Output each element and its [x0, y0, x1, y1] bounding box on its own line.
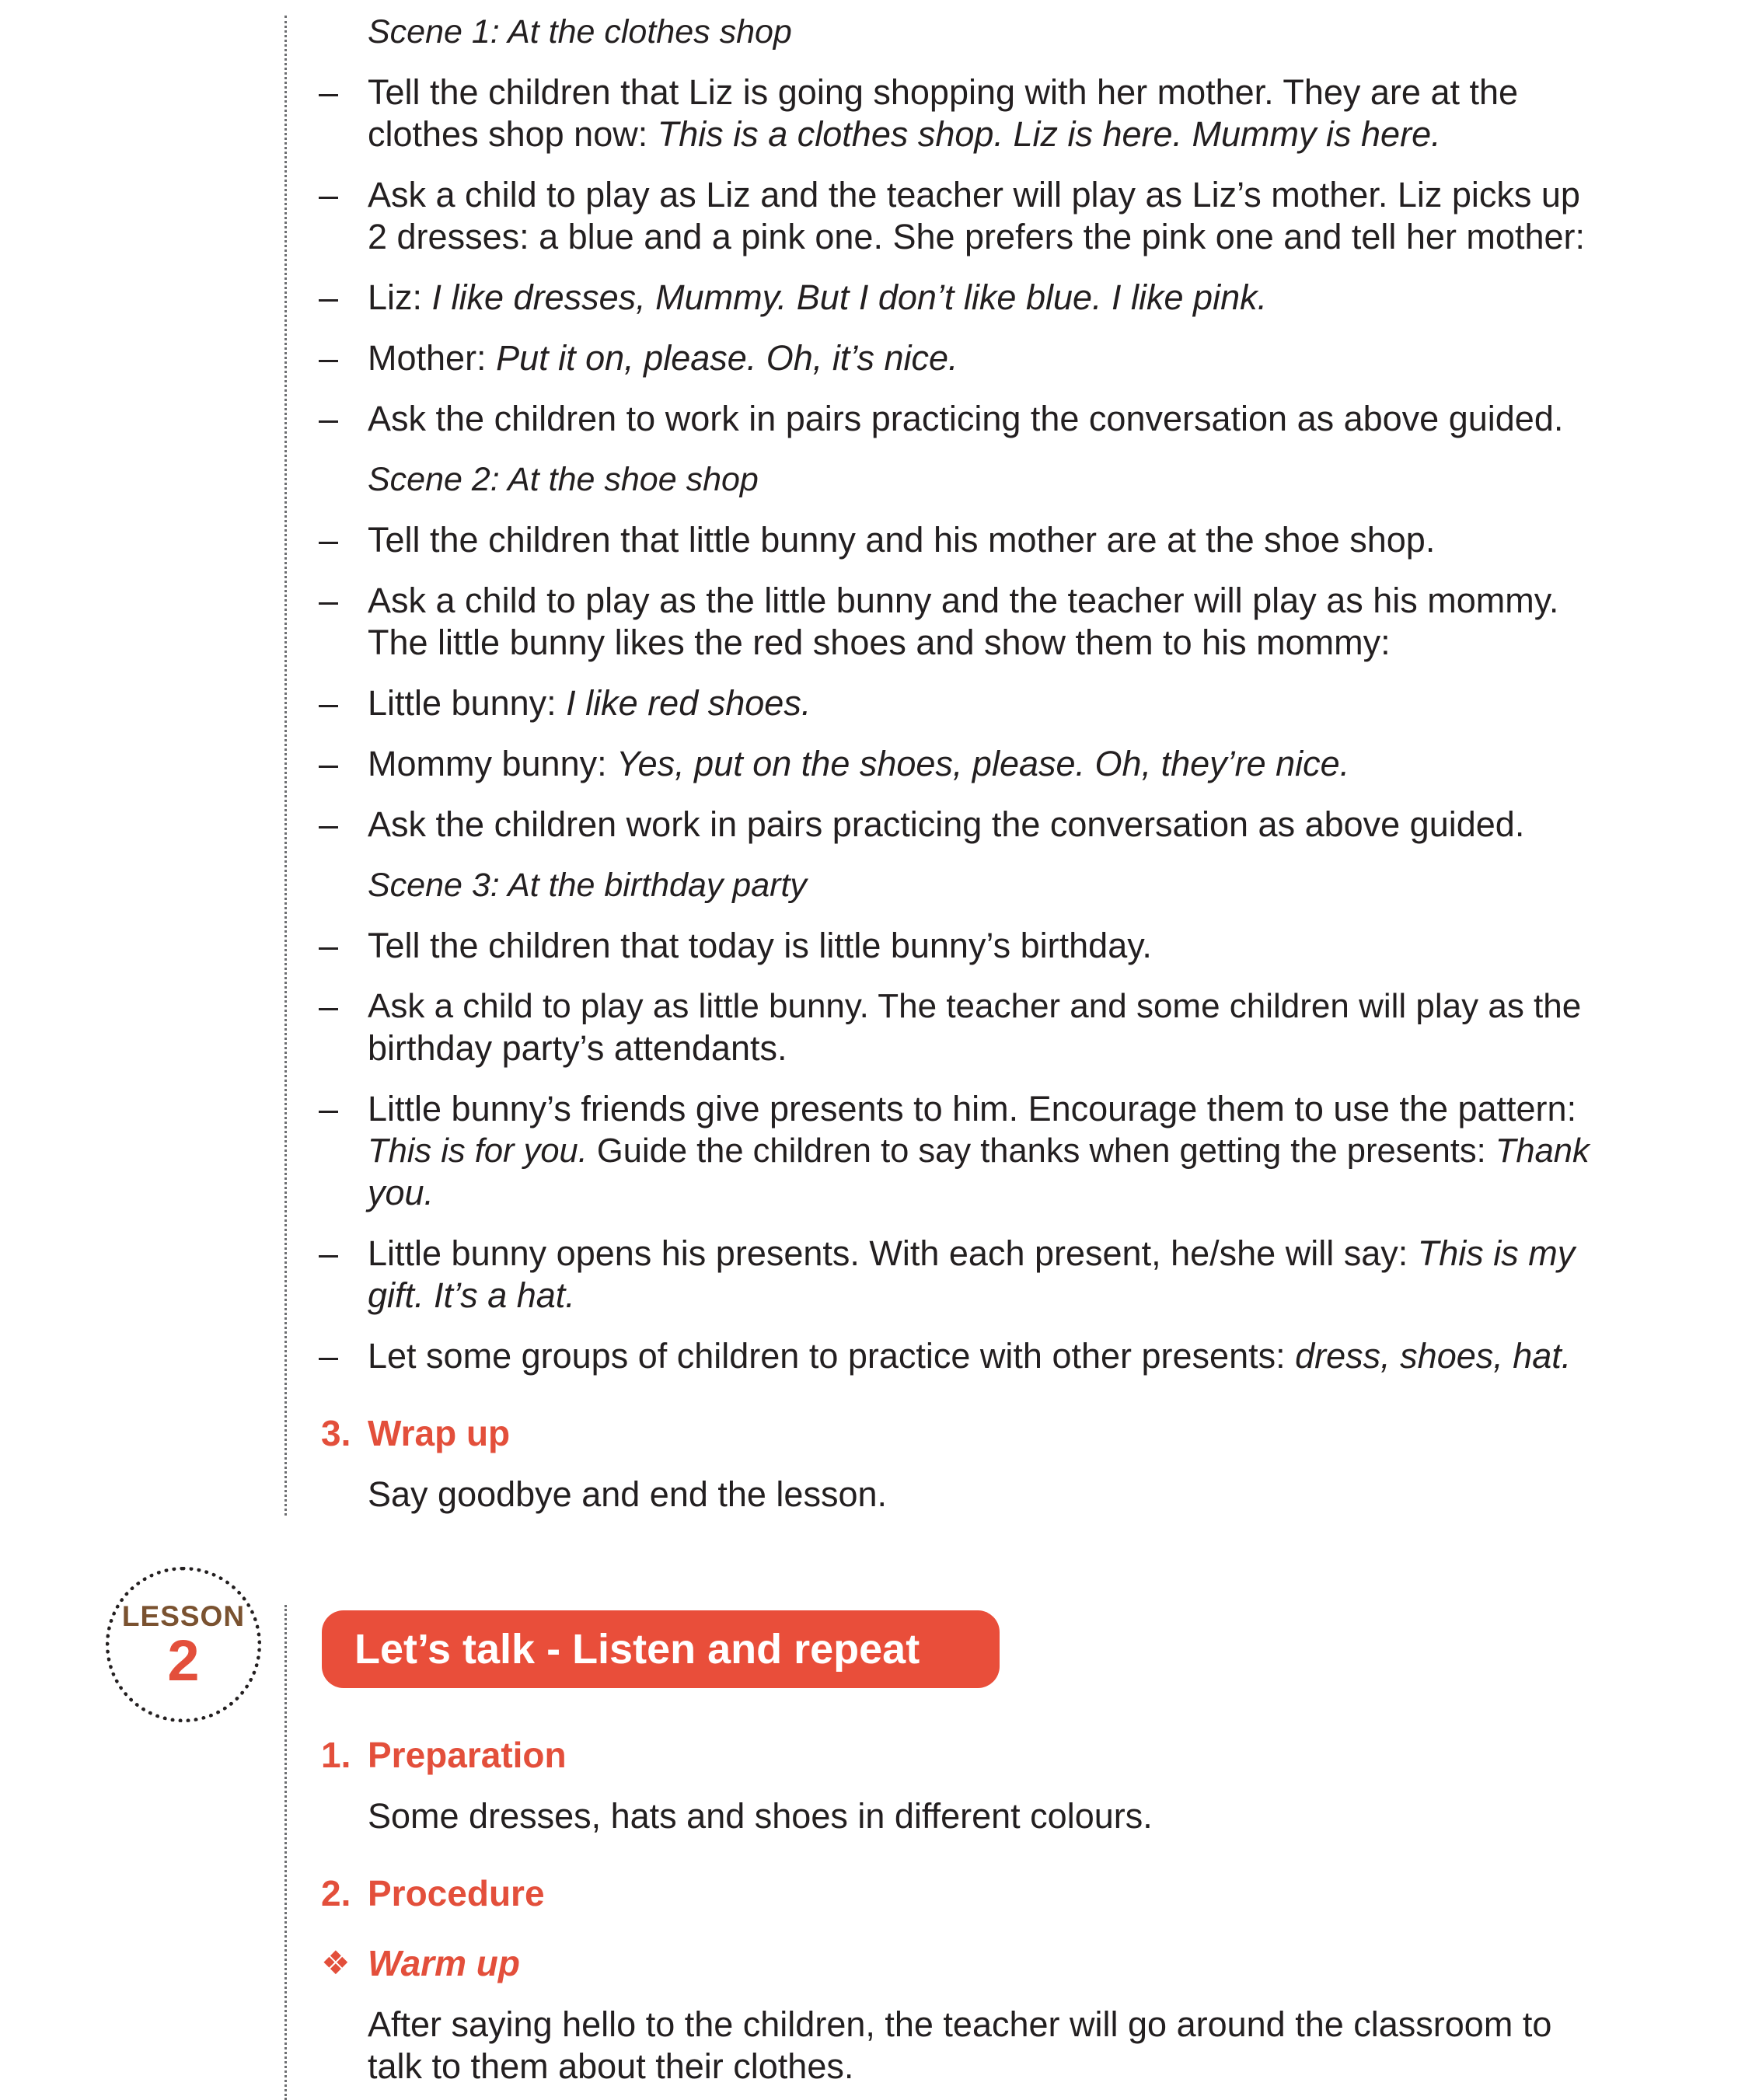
procedure-heading: Procedure	[368, 1873, 545, 1913]
bullet-dash: –	[319, 926, 339, 965]
dialogue: I like dresses, Mummy. But I don’t like blue. I like pink.	[431, 277, 1268, 317]
bullet-dash: –	[319, 72, 339, 112]
dialogue: This is a clothes shop. Liz is here. Mummy is here.	[657, 114, 1441, 154]
scene-1-bullet-2-line-2: 2 dresses: a blue and a pink one. She prefers the pink one and tell her mother:	[368, 217, 1585, 256]
left-margin-dotted-line	[284, 1605, 287, 2100]
scene-3-bullet-3-line-1: Little bunny’s friends give presents to him. Encourage them to use the pattern:	[368, 1089, 1577, 1128]
scene-3-bullet-4-line-2: gift. It’s a hat.	[368, 1275, 575, 1315]
scene-3-bullet-1: Tell the children that today is little bunny’s birthday.	[368, 926, 1152, 965]
scene-1-bullet-2-line-1: Ask a child to play as Liz and the teacher will play as Liz’s mother. Liz picks up	[368, 175, 1580, 215]
scene-2-bullet-4	[368, 743, 1349, 785]
bullet-dash: –	[319, 520, 339, 560]
wrap-up-text: Say goodbye and end the lesson.	[368, 1474, 888, 1514]
speaker: Mother:	[368, 338, 497, 378]
pattern: This is for you.	[368, 1132, 588, 1170]
bullet-dash: –	[319, 744, 339, 783]
scene-2-bullet-1: Tell the children that little bunny and his mother are at the shoe shop.	[368, 520, 1436, 560]
bullet-dash: –	[319, 1233, 339, 1273]
scene-1-bullet-1-line-1: Tell the children that Liz is going shopping with her mother. They are at the	[368, 72, 1519, 112]
bullet-dash: –	[319, 277, 339, 317]
lesson-title-banner: Let’s talk - Listen and repeat	[322, 1610, 1000, 1688]
presents-list: dress, shoes, hat.	[1295, 1336, 1572, 1376]
diamond-bullet-icon: ❖	[321, 1945, 351, 1981]
dialogue: This is my	[1417, 1233, 1576, 1273]
bullet-dash: –	[319, 986, 339, 1026]
bullet-dash: –	[319, 399, 339, 438]
scene-3-bullet-2-line-2: birthday party’s attendants.	[368, 1028, 787, 1068]
bullet-dash: –	[319, 1089, 339, 1128]
lesson-badge-number: 2	[167, 1628, 200, 1693]
scene-2-bullet-2-line-1: Ask a child to play as the little bunny and the teacher will play as his mommy.	[368, 581, 1559, 620]
warm-up-heading: Warm up	[368, 1943, 520, 1983]
warm-up-text-line-2: talk to them about their clothes.	[368, 2046, 854, 2086]
scene-2-title: Scene 2: At the shoe shop	[368, 461, 759, 498]
scene-3-title: Scene 3: At the birthday party	[368, 867, 807, 904]
scene-1-bullet-5: Ask the children to work in pairs practicing the conversation as above guided.	[368, 399, 1564, 438]
scene-1-bullet-4	[368, 337, 958, 379]
warm-up-text-line-1: After saying hello to the children, the teacher will go around the classroom to	[368, 2004, 1552, 2044]
section-number: 1.	[321, 1735, 351, 1775]
text: Little bunny opens his presents. With each present, he/she will say:	[368, 1233, 1418, 1273]
dialogue: Yes, put on the shoes, please. Oh, they’re nice.	[616, 744, 1350, 783]
scene-2-bullet-5: Ask the children work in pairs practicing the conversation as above guided.	[368, 804, 1525, 844]
text: Let some groups of children to practice with other presents:	[368, 1336, 1296, 1376]
bullet-dash: –	[319, 175, 339, 215]
scene-3-bullet-3-line-2	[368, 1130, 1590, 1172]
speaker: Little bunny:	[368, 683, 567, 723]
bullet-dash: –	[319, 581, 339, 620]
speaker: Liz:	[368, 277, 432, 317]
text: Guide the children to say thanks when getting the presents:	[587, 1132, 1495, 1170]
bullet-dash: –	[319, 683, 339, 723]
preparation-text: Some dresses, hats and shoes in different colours.	[368, 1796, 1153, 1836]
scene-1-title: Scene 1: At the clothes shop	[368, 13, 792, 51]
preparation-heading: Preparation	[368, 1735, 567, 1775]
wrap-up-heading: Wrap up	[368, 1413, 511, 1453]
bullet-dash: –	[319, 1336, 339, 1376]
scene-2-bullet-3	[368, 682, 811, 724]
dialogue: Thank	[1495, 1132, 1590, 1170]
left-margin-dotted-line	[284, 16, 287, 1516]
scene-3-bullet-2-line-1: Ask a child to play as little bunny. The teacher and some children will play as the	[368, 987, 1582, 1025]
scene-1-bullet-1-line-2	[368, 113, 1441, 155]
scene-3-bullet-3-line-3: you.	[368, 1173, 435, 1212]
dialogue: Put it on, please. Oh, it’s nice.	[496, 338, 958, 378]
text: clothes shop now:	[368, 114, 658, 154]
scene-2-bullet-2-line-2: The little bunny likes the red shoes and show them to his mommy:	[368, 623, 1391, 662]
scene-3-bullet-5	[368, 1335, 1571, 1377]
scene-1-bullet-3	[368, 277, 1267, 319]
bullet-dash: –	[319, 338, 339, 378]
lesson-badge	[106, 1567, 261, 1722]
scene-3-bullet-4-line-1	[368, 1233, 1575, 1275]
speaker: Mommy bunny:	[368, 744, 617, 783]
section-number: 3.	[321, 1413, 351, 1453]
bullet-dash: –	[319, 804, 339, 844]
dialogue: I like red shoes.	[566, 683, 811, 723]
lesson-badge-label: LESSON	[121, 1600, 246, 1632]
section-number: 2.	[321, 1873, 351, 1913]
